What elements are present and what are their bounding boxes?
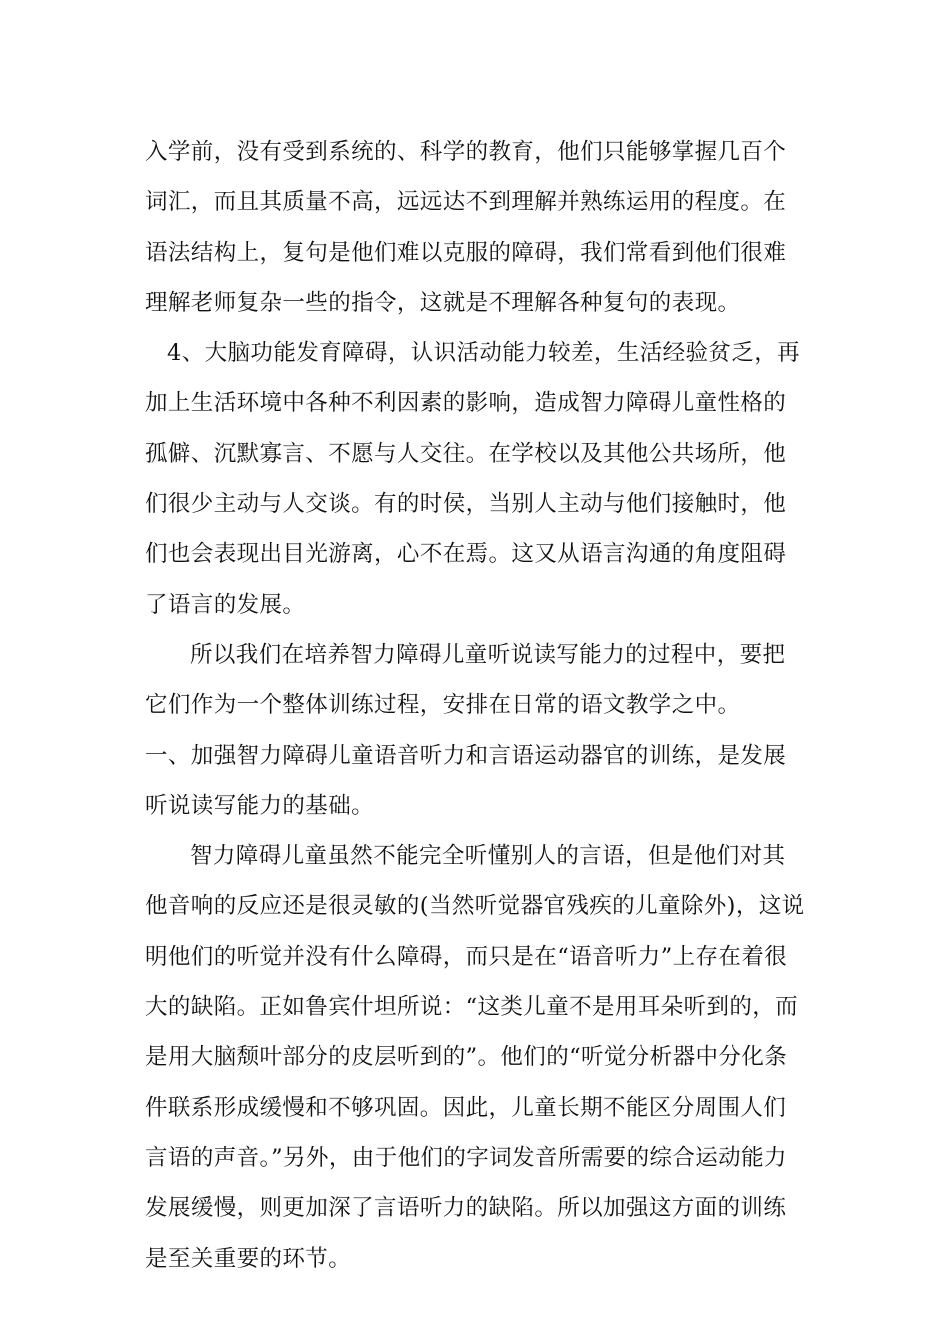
text-line: 上生活环境中各种不利因素的影响，造成智力障碍儿童性格的孤僻、 xyxy=(145,390,787,467)
body-text xyxy=(145,127,805,1284)
text-line: 师复杂一些的指令，这就是不理解各种复句的表现。 xyxy=(213,289,741,316)
text-line: 智力障碍儿童虽然不能完全听懂别人的言语，但是他们对其他 xyxy=(145,843,786,920)
text-line: 结构上，复句是他们难以克服的障碍，我们常看到他们很难理解老 xyxy=(145,239,787,316)
text-line: 联系形成缓慢和不够巩固。因此，儿童长期不能区分周围人们言语 xyxy=(145,1094,787,1171)
text-line: 沉默寡言、不愿与人交往。在学校以及其他公共场所，他们很少主 xyxy=(145,440,787,518)
text-line: 们作为一个整体训练过程，安排在日常的语文教学之中。 xyxy=(167,692,741,719)
paragraph-summary xyxy=(145,630,805,731)
text-line: 所以我们在培养智力障碍儿童听说读写能力的过程中，要把它 xyxy=(145,641,786,719)
text-line: 入学前，没有受到系统的、科学的教育，他们只能够掌握几百个词 xyxy=(145,139,787,216)
paragraph-hearing xyxy=(145,831,805,1284)
text-line: 的声音。”另外，由于他们的字词发音所需要的综合运动能力发展 xyxy=(145,1144,787,1222)
text-line: 的缺陷。正如鲁宾什坦所说：“这类儿童不是用耳朵听到的，而是 xyxy=(145,994,799,1071)
text-line: 缓慢，则更加深了言语听力的缺陷。所以加强这方面的训练是至关 xyxy=(145,1195,787,1272)
text-line: 出目光游离，心不在焉。这又从语言沟通的角度阻碍了语言的发展。 xyxy=(145,541,787,618)
paragraph-point-4 xyxy=(145,328,805,630)
text-line: 说读写能力的基础。 xyxy=(167,792,375,819)
text-line: 音响的反应还是很灵敏的(当然听觉器官残疾的儿童除外)，这说明 xyxy=(145,893,805,970)
text-line: 一、加强智力障碍儿童语音听力和言语运动器官的训练，是发展听 xyxy=(145,742,787,819)
text-line: 汇，而且其质量不高，远远达不到理解并熟练运用的程度。在语法 xyxy=(145,189,787,266)
text-line: 4、大脑功能发育障碍，认识活动能力较差，生活经验贫乏，再加 xyxy=(145,340,801,417)
text-line: 他们的听觉并没有什么障碍，而只是在“语音听力”上存在着很大 xyxy=(145,943,788,1021)
paragraph-continuation xyxy=(145,127,805,328)
text-line: 动与人交谈。有的时侯，当别人主动与他们接触时，他们也会表现 xyxy=(145,491,787,568)
section-heading-one xyxy=(145,731,805,832)
text-line: 用大脑颓叶部分的皮层听到的”。他们的“听觉分析器中分化条件 xyxy=(145,1044,788,1121)
text-line: 重要的环节。 xyxy=(213,1245,352,1272)
